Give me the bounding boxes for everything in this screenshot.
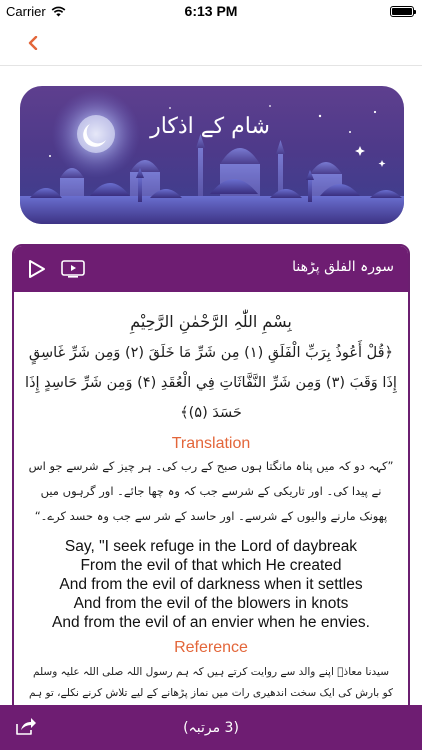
english-line: And from the evil of an envier when he envies. xyxy=(52,614,370,631)
reference-heading: Reference xyxy=(174,639,248,656)
dua-card xyxy=(12,244,410,714)
play-button[interactable] xyxy=(26,258,48,280)
reference-text: سیدنا معاذؓ اپنے والد سے روایت کرتے ہیں کہ ہم رسول اللہ صلی اللہ علیہ وسلم کو بارش کی ایک سخت اندھیری رات میں نماز پڑھانے کے لیے تلاش کرنے نکلے، تو ہم xyxy=(29,666,393,699)
status-bar xyxy=(0,0,422,22)
english-line: And from the evil of darkness when it settles xyxy=(59,576,363,593)
banner-title: شام کے اذکار xyxy=(150,114,270,139)
english-line: From the evil of that which He created xyxy=(80,557,342,574)
arabic-text: ﴿قُلْ أَعُوذُ بِرَبِّ الْفَلَقِ (۱) مِن شَرِّ مَا خَلَقَ (۲) وَمِن شَرِّ غَاسِقٍ إِذَا وَقَبَ (۳) وَمِن شَرِّ النَّفَّاثَاتِ فِي الْعُقَدِ (۴) وَمِن شَرِّ حَاسِدٍ إِذَا حَسَدَ (۵)﴾ xyxy=(25,345,397,421)
urdu-translation: ”کہہ دو کہ میں پناہ مانگتا ہوں صبح کے رب کی۔ ہر چیز کے شرسے جو اس نے پیدا کی۔ اور تاریکی کے شرسے جب کہ وہ چھا جائے۔ اور گرہوں میں پھونک مارنے والیوں کے شرسے۔ اور حاسد کے شر سے جب وہ حسد کرے۔“ xyxy=(28,459,394,523)
status-time: 6:13 PM xyxy=(184,3,238,19)
card-body xyxy=(14,292,408,714)
share-button[interactable] xyxy=(14,715,38,737)
back-button[interactable] xyxy=(22,32,44,54)
bismillah-text: بِسْمِ اللّٰہِ الرَّحْمٰنِ الرَّحِیْمِ xyxy=(130,312,292,331)
translation-heading: Translation xyxy=(171,435,251,452)
battery-icon xyxy=(390,6,414,17)
nav-bar xyxy=(0,22,422,66)
bottom-bar xyxy=(0,705,422,750)
banner xyxy=(20,86,404,224)
video-button[interactable] xyxy=(60,259,86,279)
video-icon xyxy=(61,260,85,278)
english-line: Say, "I seek refuge in the Lord of daybreak xyxy=(64,538,358,555)
card-header xyxy=(14,246,408,292)
play-icon xyxy=(28,259,46,279)
chevron-left-icon xyxy=(28,36,38,50)
english-translation xyxy=(22,537,400,632)
english-line: And from the evil of the blowers in knots xyxy=(73,595,349,612)
repeat-count-label: (3 مرتبہ) xyxy=(183,719,239,736)
mosque-skyline-illustration xyxy=(20,86,404,224)
share-icon xyxy=(15,716,37,736)
card-title: سورہ الفلق پڑھنا xyxy=(292,259,394,275)
carrier-label: Carrier xyxy=(6,3,46,19)
